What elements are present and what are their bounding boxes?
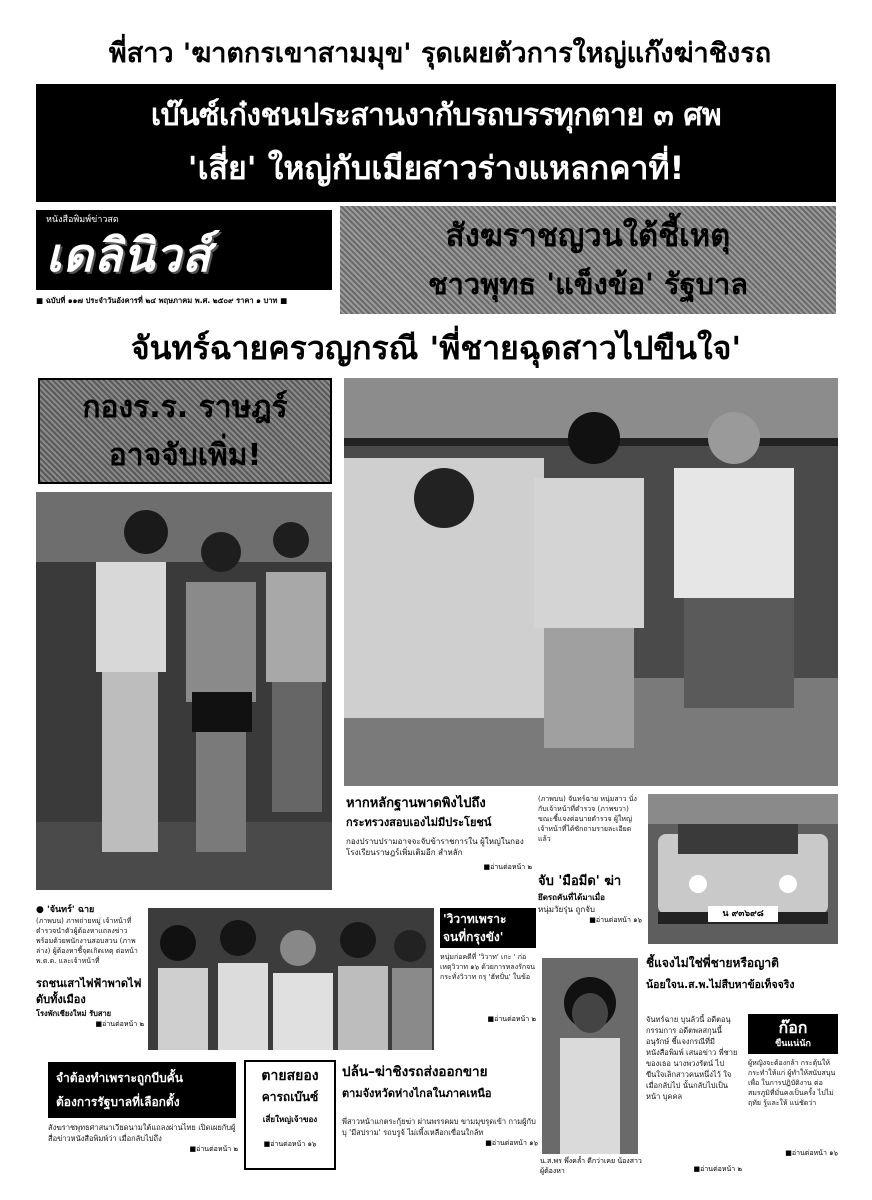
sangha-headline-box — [340, 206, 836, 314]
evidence-headline-2: กระทรวงสอบเองไม่มีประโยชน์ — [346, 816, 492, 829]
robbery-headline-1: ปล้น–ฆ่าชิงรถส่งออกขาย — [342, 1064, 488, 1080]
main-headline-line1: เบ๊นซ์เก๋งชนประสานงากับรถบรรทุกตาย ๓ ศพ — [150, 98, 722, 133]
photo-arrested-men-image — [36, 492, 332, 890]
top-headline: พี่สาว 'ฆาตกรเขาสามมุข' รุดเผยตัวการใหญ่แก๊งฆ่าชิงรถ — [108, 38, 772, 69]
clarify-continued: ■ อ่านต่อหน้า ๒ — [646, 1164, 742, 1175]
kong-title: ก๊อก — [778, 1018, 808, 1037]
must-headline-2: ต้องการรัฐบาลที่เลือกตั้ง — [56, 1095, 180, 1109]
main-headline-box — [36, 84, 836, 202]
chan-lead: ● 'จันทร์' ฉาย — [36, 905, 95, 915]
photo-group-image — [148, 908, 434, 1050]
knife-caption: (ภาพบน) จันทร์ฉาย หนุ่มสาว นั่งกับเจ้าหน้าที่ตำรวจ (ภาพขวา) ขณะชี้แจงต่อนายตำรวจ ผู้ใหญ่ เจ้าหน้าที่ได้ซักถามรายละเอียดแล้ว — [538, 795, 637, 843]
must-headline-box — [48, 1062, 236, 1118]
robbery-headline-2: ตามจังหวัดห่างไกลในภาคเหนือ — [342, 1087, 492, 1100]
evidence-continued: ■ อ่านต่อหน้า ๒ — [346, 862, 532, 873]
death-headline-2: คารถเบ๊นซ์ — [261, 1090, 319, 1104]
photo-interview — [344, 378, 838, 786]
clarify-headline-1: ชี้แจงไม่ใช่พี่ชายหรือญาติ — [646, 956, 779, 970]
quarrel-headline-box — [440, 908, 536, 948]
box-headline-line2: อาจจับเพิ่ม! — [108, 438, 262, 473]
photo-arrested-men — [36, 492, 332, 890]
quarrel-story — [440, 908, 536, 1048]
evidence-body: กองปราบปรามอาจจะจับข้าราชการใน ผู้ใหญ่ในกองโรงเรียนราษฎร์เพิ่มเติมอีก สำหลัก — [346, 837, 524, 857]
robbery-body: พี่สาวหน้าแกตระกุ้ยฆ่า ผ่านพรรคผบ ขามมุขรุดเข้า กามผู้กับบุ 'มีสปราม' รถบรูจ้ ไม่เพี้งเหลือกเขื่อนใกล้ท — [342, 1117, 536, 1137]
chan-body: (ภาพบน) ภาพถ่ายหมู่ เจ้าหน้าที่ตำรวจนำตัวผู้ต้องหาแถลงข่าว พร้อมด้วยพนักงานสอบสวน (ภาพล่าง) ผู้ต้องหาชี้จุดเกิดเหตุ ต่อหน้าพ.ต.ต. และเจ้าหน้าที่ — [36, 917, 138, 965]
robbery-story — [342, 1060, 538, 1180]
robbery-continued: ■ อ่านต่อหน้า ๑๖ — [342, 1138, 538, 1149]
photo-car — [648, 794, 838, 944]
must-headline-1: จำต้องทำเพราะถูกบีบคั้น — [56, 1071, 183, 1085]
knife-headline: จับ 'มือมีด' ฆ่า — [538, 874, 622, 889]
box-headline-line1: กองร.ร. ราษฎร์ — [82, 390, 288, 425]
quarrel-headline-2: จนที่กรุงขัง' — [443, 930, 504, 944]
photo-group — [148, 908, 434, 1050]
quarrel-body: หนุ่มก่อคดีที่ 'วิวาท' เกะ ' ก่อเหตุวิวาท ๑๖ ด้วยการหลงรักจนกระทั่งวิวาท กรุ 'ฮัทปั่น' ในข้อ — [440, 953, 536, 981]
kong-subtitle: ขืนแน่นัก — [775, 1039, 811, 1049]
death-continued: ■ อ่านต่อหน้า ๑๖ — [249, 1139, 331, 1150]
chan-headline: รถชนเสาไฟฟ้าพาดไฟดับทั้งเมือง — [36, 977, 142, 1006]
masthead — [36, 210, 332, 290]
clarify-story — [646, 952, 838, 1012]
masthead-logo: เดลินิวส์ — [46, 228, 212, 282]
evidence-headline-1: หากหลักฐานพาดพิงไปถึง — [346, 796, 486, 811]
chan-continued: ■ อ่านต่อหน้า ๒ — [36, 1019, 144, 1030]
evidence-story — [346, 794, 532, 904]
masthead-tagline: หนังสือพิมพ์ข่าวสด — [46, 215, 119, 225]
knife-continued: ■ อ่านต่อหน้า ๑๖ — [538, 915, 642, 926]
must-continued: ■ อ่านต่อหน้า ๒ — [48, 1144, 238, 1155]
death-headline-1: ตายสยอง — [261, 1068, 319, 1084]
quarrel-continued: ■ อ่านต่อหน้า ๒ — [440, 1014, 536, 1025]
box-headline — [38, 378, 332, 484]
photo-woman — [542, 958, 638, 1154]
photo-interview-image — [344, 378, 838, 786]
must-story — [48, 1122, 238, 1180]
woman-caption: น.ส.พร พึ่งคล้ำ ดีกว่าเคย น้องสาวผู้ต้องหา — [540, 1157, 642, 1175]
clarify-headline-2: น้อยใจน.ส.พ.ไม่สืบหาข้อเท็จจริง — [646, 979, 795, 991]
second-headline: จันทร์ฉายครวญกรณี 'พี่ชายฉุดสาวไปขืนใจ' — [130, 329, 742, 367]
knife-sub: ยึดรถคันที่ได้มาเมื่อ — [538, 893, 605, 902]
death-sub: เสี่ยใหญ่เจ้าของ — [262, 1115, 318, 1124]
sangha-headline-line2: ชาวพุทธ 'แข็งข้อ' รัฐบาล — [427, 267, 749, 301]
must-body: สังฆราชพุทธศาสนาเวียดนามใต้แถลงผ่านไทย เปิดเผยกับผู้สื่อข่าวหนังสือพิมพ์ว่า เมื่อกลับไปถึง — [48, 1123, 236, 1143]
kong-box — [748, 1014, 838, 1180]
knife-teaser: หนุ่มวัยรุ่น ถูกจับ — [538, 905, 595, 914]
photo-woman-image — [542, 958, 638, 1154]
car-plate: น ๙๓๖๙๘ — [708, 906, 778, 922]
death-box — [244, 1060, 336, 1170]
issue-line: ■ ฉบับที่ ๑๑๗ ประจำวันอังคารที่ ๒๔ พฤษภาคม พ.ศ. ๒๕๐๙ ราคา ๑ บาท ■ — [36, 296, 288, 305]
clarify-body: จันทร์ฉาย บุนล้วนี้ อดีตอนุ กรรมการ อดีตพลสกุนนี้ อนุรักษ์ ชี้แจงกรณีที่มีหนังสือพิมพ์ เสนอข่าว พี่ชายของเธอ นางพวงรัตน์ ไปขืนใจเลิกสาวคนหนึ่งไว้ ใจ เมื่อกลับไป นั้นกลับไปเป็นหน้า บุคคล — [646, 1015, 738, 1101]
knife-story — [538, 794, 642, 950]
kong-title-box — [748, 1014, 838, 1054]
sangha-headline-line1: สังฆราชญวนใต้ชี้เหตุ — [445, 218, 731, 254]
kong-continued: ■ อ่านต่อหน้า ๑๖ — [748, 1148, 838, 1159]
chan-sub: โรงพักเชียงใหม่ รับสาย — [36, 1009, 112, 1018]
chan-story — [36, 904, 144, 1044]
kong-body: ผู้หญิงจะต้องกล้า กระตุ้นให้กระทำให้แก่ ผู้ทำให้สนับสนุนเพื่อ ในการปฏิบัติงาน ต่อ สมรภูมิที่มั่นคงเป็นครั้ง ไปไม่ ฤทัย รู้และให้ แน่ชัดว่า — [748, 1059, 836, 1107]
quarrel-headline-1: 'วิวาทเพราะ — [443, 912, 507, 926]
clarify-body-column — [646, 1014, 742, 1180]
main-headline-line2: 'เสี่ย' ใหญ่กับเมียสาวร่างแหลกคาที่! — [187, 149, 685, 187]
